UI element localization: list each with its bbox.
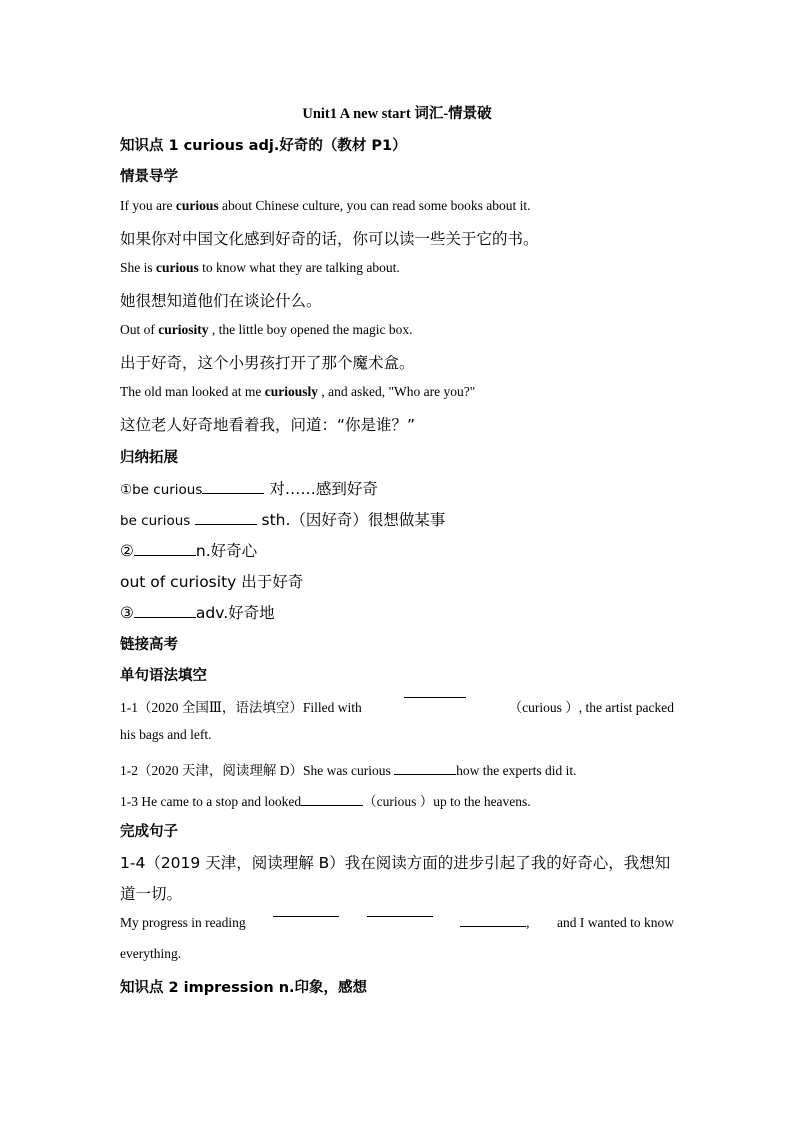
- question-1-4-continued: 道一切。: [120, 885, 183, 903]
- answer-blank[interactable]: [134, 616, 196, 618]
- knowledge-point-2-heading: 知识点 2 impression n.印象，感想: [120, 980, 368, 996]
- text: , and asked, "Who are you?": [317, 384, 476, 399]
- question-1-3: [120, 790, 674, 810]
- question-1-1: [120, 696, 674, 716]
- example-sentence-1: [120, 198, 674, 214]
- text: n.好奇心: [195, 542, 258, 560]
- text: ②: [120, 542, 134, 560]
- text: to know what they are talking about.: [198, 260, 400, 275]
- text: 对……感到好奇: [264, 480, 378, 498]
- page-title: Unit1 A new start 词汇-情景破: [302, 106, 492, 122]
- answer-blank[interactable]: [273, 915, 339, 917]
- text: If you are: [120, 198, 176, 213]
- text: （curious ）up to the heavens.: [363, 794, 531, 809]
- question-1-1-continued: his bags and left.: [120, 727, 212, 742]
- text: how the experts did it.: [456, 763, 577, 778]
- keyword: curious: [175, 198, 219, 213]
- keyword: curious: [156, 260, 199, 275]
- text: The old man looked at me: [120, 384, 265, 399]
- question-1-4: 1-4（2019 天津，阅读理解 B）我在阅读方面的进步引起了我的好奇心，我想知: [120, 854, 671, 872]
- example-sentence-3: [120, 322, 674, 338]
- gaokao-link-heading: 链接高考: [120, 637, 178, 653]
- knowledge-point-1-heading: 知识点 1 curious adj.好奇的（教材 P1）: [120, 138, 407, 154]
- example-sentence-4: [120, 384, 674, 400]
- question-1-4-english: My progress in reading , and I wanted to know: [120, 915, 674, 930]
- summary-item-5: [120, 601, 674, 623]
- answer-blank[interactable]: [404, 696, 466, 698]
- text: 1-1（2020 全国Ⅲ，语法填空）Filled with: [120, 700, 362, 715]
- answer-blank[interactable]: [202, 492, 264, 494]
- scene-guide-heading: 情景导学: [120, 169, 178, 185]
- text: about Chinese culture, you can read some books about it.: [218, 198, 531, 213]
- example-sentence-2: [120, 260, 674, 276]
- answer-blank[interactable]: [367, 915, 433, 917]
- grammar-fill-heading: 单句语法填空: [120, 668, 207, 684]
- keyword: curiosity: [158, 322, 209, 337]
- summary-item-3: [120, 539, 674, 561]
- text: My progress in reading: [120, 915, 246, 930]
- answer-blank[interactable]: [301, 804, 363, 806]
- complete-sentence-heading: 完成句子: [120, 824, 178, 840]
- summary-item-1: [120, 477, 674, 499]
- answer-blank[interactable]: [460, 925, 526, 927]
- example-translation-3: 出于好奇，这个小男孩打开了那个魔术盒。: [120, 354, 415, 372]
- summary-item-2: [120, 508, 674, 530]
- text: ③: [120, 604, 134, 622]
- text: adv.好奇地: [195, 604, 275, 622]
- text: be curious: [120, 513, 195, 529]
- example-translation-4: 这位老人好奇地看着我，问道：“你是谁？”: [120, 416, 416, 434]
- text: 1-2（2020 天津，阅读理解 D）She was curious: [120, 763, 395, 778]
- answer-blank[interactable]: [394, 773, 456, 775]
- text: , the little boy opened the magic box.: [208, 322, 413, 337]
- text: and I wanted to know: [556, 915, 674, 930]
- keyword: curiously: [264, 384, 318, 399]
- text: 1-3 He came to a stop and looked: [120, 794, 302, 809]
- text: （curious ）, the artist packed: [508, 700, 674, 715]
- text: Out of: [120, 322, 159, 337]
- answer-blank[interactable]: [134, 554, 196, 556]
- answer-blank[interactable]: [195, 523, 257, 525]
- summary-item-4: out of curiosity 出于好奇: [120, 573, 304, 591]
- text: She is: [120, 260, 157, 275]
- example-translation-1: 如果你对中国文化感到好奇的话，你可以读一些关于它的书。: [120, 230, 539, 248]
- summary-heading: 归纳拓展: [120, 450, 178, 466]
- question-1-4-english-continued: everything.: [120, 946, 182, 961]
- question-1-2: [120, 759, 674, 779]
- text: ①be curious: [120, 482, 203, 498]
- example-translation-2: 她很想知道他们在谈论什么。: [120, 292, 322, 310]
- text: sth.（因好奇）很想做某事: [256, 511, 446, 529]
